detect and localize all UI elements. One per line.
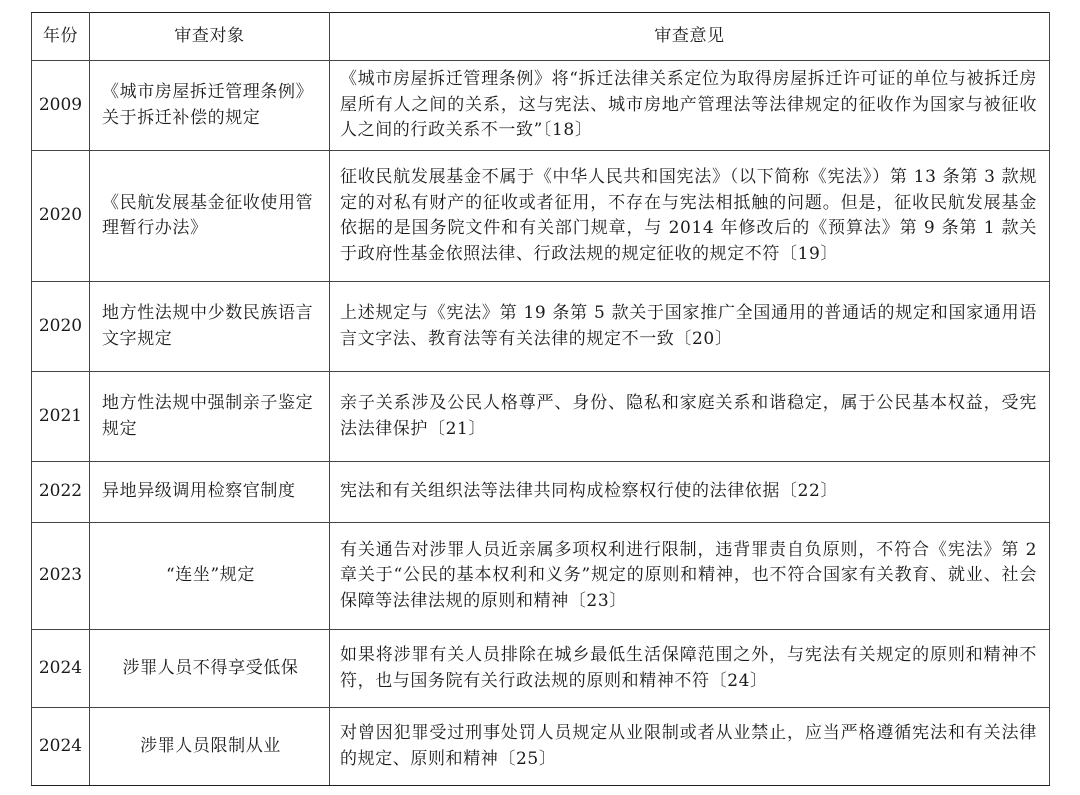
cell-opinion: 上述规定与《宪法》第 19 条第 5 款关于国家推广全国通用的普通话的规定和国家通用语言文字法、教育法等有关法律的规定不一致〔20〕: [330, 282, 1050, 372]
cell-opinion: 如果将涉罪有关人员排除在城乡最低生活保障范围之外，与宪法有关规定的原则和精神不符，也与国务院有关行政法规的原则和精神不符〔24〕: [330, 630, 1050, 708]
cell-object: 《民航发展基金征收使用管理暂行办法》: [90, 151, 330, 282]
cell-year: 2024: [32, 630, 90, 708]
table-row: [32, 708, 1050, 786]
table-row: [32, 282, 1050, 372]
cell-opinion: 宪法和有关组织法等法律共同构成检察权行使的法律依据〔22〕: [330, 462, 1050, 523]
table-row: [32, 61, 1050, 151]
header-row: [32, 13, 1050, 61]
table-body: [32, 61, 1050, 786]
cell-opinion: 亲子关系涉及公民人格尊严、身份、隐私和家庭关系和谐稳定，属于公民基本权益，受宪法法律保护〔21〕: [330, 372, 1050, 462]
cell-object: 涉罪人员限制从业: [90, 708, 330, 786]
cell-opinion: 有关通告对涉罪人员近亲属多项权利进行限制，违背罪责自负原则，不符合《宪法》第 2 章关于“公民的基本权利和义务”规定的原则和精神，也不符合国家有关教育、就业、社会保障等法律法规的原则和精神〔23〕: [330, 523, 1050, 630]
table-row: [32, 372, 1050, 462]
cell-object: “连坐”规定: [90, 523, 330, 630]
cell-opinion: 征收民航发展基金不属于《中华人民共和国宪法》（以下简称《宪法》）第 13 条第 3 款规定的对私有财产的征收或者征用，不存在与宪法相抵触的问题。但是，征收民航发展基金依据的是国务院文件和有关部门规章，与 2014 年修改后的《预算法》第 9 条第 1 款关于政府性基金依照法律、行政法规的规定征收的规定不符〔19〕: [330, 151, 1050, 282]
cell-object: 地方性法规中强制亲子鉴定规定: [90, 372, 330, 462]
table-row: [32, 630, 1050, 708]
cell-object: 涉罪人员不得享受低保: [90, 630, 330, 708]
cell-object: 地方性法规中少数民族语言文字规定: [90, 282, 330, 372]
cell-opinion: 《城市房屋拆迁管理条例》将“拆迁法律关系定位为取得房屋拆迁许可证的单位与被拆迁房屋所有人之间的关系，这与宪法、城市房地产管理法等法律规定的征收作为国家与被征收人之间的行政关系不一致”〔18〕: [330, 61, 1050, 151]
table-header: [32, 13, 1050, 61]
cell-opinion: 对曾因犯罪受过刑事处罚人员规定从业限制或者从业禁止，应当严格遵循宪法和有关法律的规定、原则和精神〔25〕: [330, 708, 1050, 786]
cell-year: 2020: [32, 282, 90, 372]
table-row: [32, 523, 1050, 630]
cell-year: 2022: [32, 462, 90, 523]
header-object: 审查对象: [90, 13, 330, 61]
cell-year: 2021: [32, 372, 90, 462]
header-year: 年份: [32, 13, 90, 61]
table-row: [32, 151, 1050, 282]
cell-year: 2024: [32, 708, 90, 786]
cell-object: 《城市房屋拆迁管理条例》关于拆迁补偿的规定: [90, 61, 330, 151]
review-table: [31, 12, 1050, 786]
cell-year: 2009: [32, 61, 90, 151]
header-opinion: 审查意见: [330, 13, 1050, 61]
cell-year: 2020: [32, 151, 90, 282]
cell-year: 2023: [32, 523, 90, 630]
cell-object: 异地异级调用检察官制度: [90, 462, 330, 523]
table-row: [32, 462, 1050, 523]
